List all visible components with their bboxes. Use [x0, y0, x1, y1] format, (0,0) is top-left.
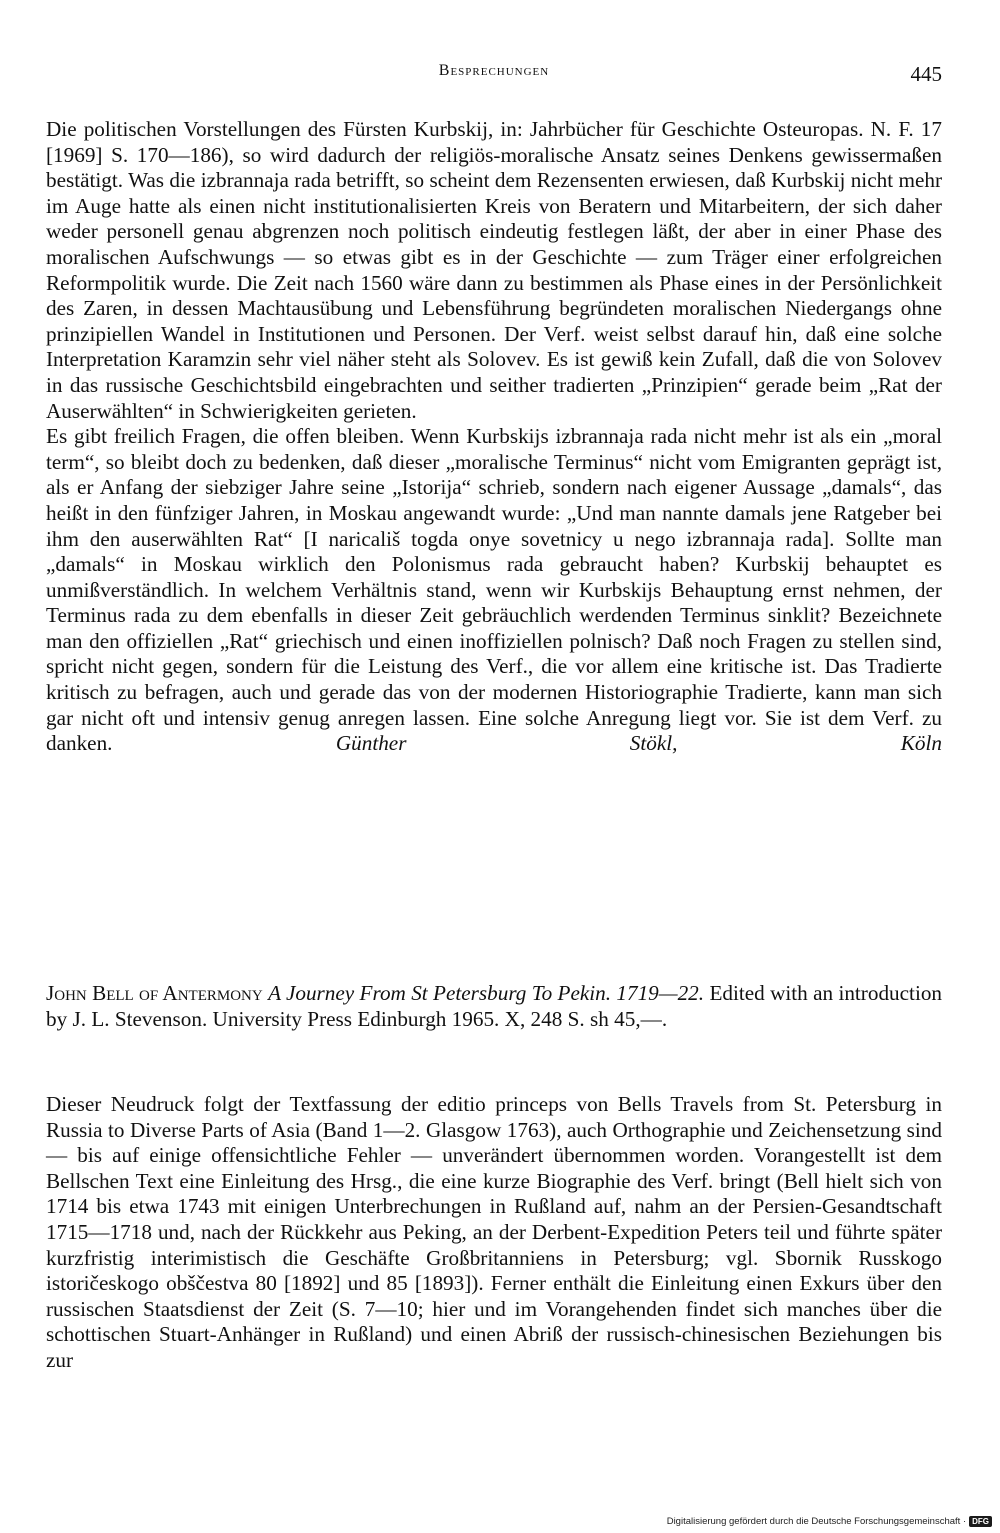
- book-author: John Bell of Antermony: [46, 981, 263, 1005]
- page-header: [46, 62, 942, 92]
- review-paragraph: Dieser Neudruck folgt der Textfassung der editio princeps von Bells Travels from St. Petersburg in Russia to Diverse Parts of Asia (Band 1—2. Glasgow 1763), auch Orthographie und Zeichensetzung sind — bis auf einige offensichtliche Fehler — unverändert übernommen worden. Vorangestellt ist dem Bellschen Text eine Einleitung des Hrsg., die eine kurze Biographie des Verf. bringt (Bell hielt sich von 1714 bis etwa 1743 mit einigen Unterbrechungen in Rußland auf, nahm an der Persien-Gesandtschaft 1715—1718 und, nach der Rückkehr aus Peking, an der Derbent-Expedition Peters teil und führte später kurzfristig interimistisch die Geschäfte Großbritanniens in Petersburg; vgl. Sbornik Russkogo istoričeskogo obščestva 80 [1892] und 85 [1893]). Ferner enthält die Einleitung einen Exkurs über den russischen Staatsdienst der Zeit (S. 7—10; hier und im Vorangehenden findet sich manches über die schottischen Stuart-Anhänger in Rußland) und einen Abriß der russisch-chinesischen Beziehungen bis zur: [46, 1092, 942, 1372]
- book-publication-details: Edited with an introduction by J. L. Stevenson. University Press Edinburgh 1965. X, 248 S. sh 45,—.: [46, 981, 943, 1031]
- running-title: Besprechungen: [438, 62, 550, 79]
- credit-text: Digitalisierung gefördert durch die Deutsche Forschungsgemeinschaft ·: [666, 1516, 967, 1527]
- book-citation: [46, 981, 942, 1032]
- reviewer-signature: Günther Stökl, Köln: [335, 731, 942, 756]
- dfg-logo-icon: DFG: [969, 1516, 992, 1527]
- review-paragraph: Die politischen Vorstellungen des Fürsten Kurbskij, in: Jahrbücher für Geschichte Osteuropas. N. F. 17 [1969] S. 170—186), so wird dadurch der religiös-moralische Ansatz seines Denkens gewissermaßen bestätigt. Was die izbrannaja rada betrifft, so scheint dem Rezensenten erwiesen, daß Kurbskij nicht mehr im Auge hatte als einen nicht institutionalisierten Kreis von Beratern und Mitarbeitern, der sich daher weder personell genau abgrenzen noch politisch eindeutig festlegen läßt, der aber in einer Phase des moralischen Aufschwungs — so etwas gibt es in der Geschichte — zum Träger einer erfolgreichen Reformpolitik wurde. Die Zeit nach 1560 wäre dann zu bestimmen als Phase eines in der Persönlichkeit des Zaren, in dessen Machtausübung und Lebensführung begründeten moralischen Niedergangs ohne prinzipiellen Wandel in Institutionen und Personen. Der Verf. weist selbst darauf hin, daß eine solche Interpretation Karamzin sehr viel näher steht als Solovev. Es ist gewiß kein Zufall, daß die von Solovev in das russische Geschichtsbild eingebrachten und seither tradierten „Prinzipien“ gerade beim „Rat der Auserwählten“ in Schwierigkeiten gerieten.: [46, 117, 942, 423]
- book-title: A Journey From St Petersburg To Pekin. 1719—22.: [268, 981, 705, 1005]
- review-paragraph-text: Es gibt freilich Fragen, die offen bleiben. Wenn Kurbskijs izbrannaja rada nicht mehr ist als ein „moral term“, so bleibt doch zu bedenken, daß dieser „moralische Terminus“ nicht vom Emigranten geprägt ist, als er Anfang der siebziger Jahre seine „Istorija“ schrieb, sondern nach eigener Aussage „damals“, das heißt in den fünfziger Jahren, in Moskau angewandt wurde: „Und man nannte damals jene Ratgeber bei ihm den auserwählten Rat“ [I naricališ togda onye sovetnicy u nego izbrannaja rada]. Sollte man „damals“ in Moskau wirklich den Polonismus rada gebraucht haben? Kurbskij behauptet es unmißverständlich. In welchem Verhältnis stand, wenn wir Kurbskijs Behauptung ernst nehmen, der Terminus rada zu dem ebenfalls in dieser Zeit gebräuchlich werdenden Terminus sinklit? Bezeichnete man den offiziellen „Rat“ griechisch und einen inoffiziellen polnisch? Daß noch Fragen zu stellen sind, spricht nicht gegen, sondern für die Leistung des Verf., die vor allem eine kritische ist. Das Tradierte kritisch zu befragen, auch und gerade das von der modernen Historiographie Tradierte, kann man sich gar nicht oft und intensiv genug anregen lassen. Eine solche Anregung liegt vor. Sie ist dem Verf. zu danken.: [46, 424, 942, 756]
- digitization-credit: [667, 1516, 992, 1527]
- review-stoekl: [46, 117, 942, 757]
- page-number: 445: [910, 62, 942, 86]
- review-bell: [46, 1092, 942, 1374]
- review-paragraph: [46, 424, 942, 757]
